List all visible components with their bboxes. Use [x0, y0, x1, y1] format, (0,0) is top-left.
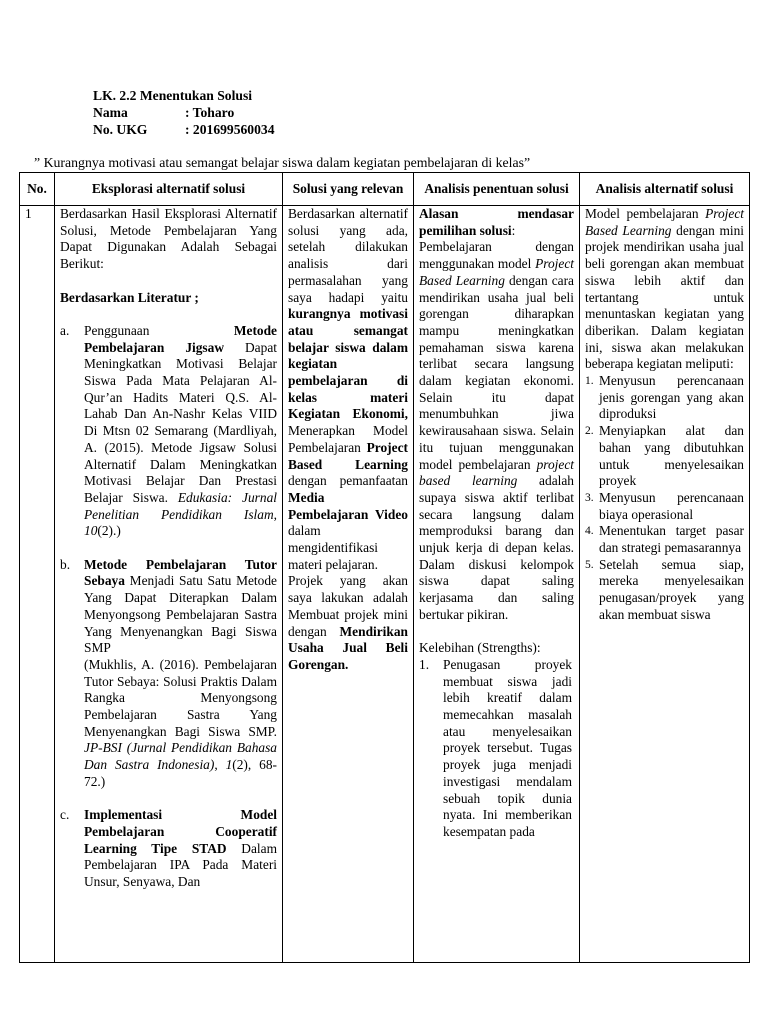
alasan-heading: Alasan mendasar pemilihan solusi	[419, 206, 574, 238]
item-b-text: Menjadi Satu Satu Metode Yang Dapat Diterapkan Dalam Menyongsong Pembelajaran Sastra Yang Menyenangkan Bagi Siswa SMP	[84, 573, 277, 656]
item-a-bold: Metode Pembelajaran Jigsaw	[84, 322, 277, 355]
ukg-value: : 201699560034	[185, 122, 275, 137]
worksheet-title: LK. 2.2 Menentukan Solusi	[93, 88, 253, 103]
header-solusi-relevan: Solusi yang relevan	[283, 173, 414, 206]
table-header-row	[20, 173, 750, 206]
solusi-relevan-cell: Berdasarkan alternatif solusi yang ada, setelah dilakukan analisis dari permasalahan yang saya hadapi yaitu kurangnya motivasi atau semangat belajar siswa dalam kegiatan pembelajaran di kelas materi Kegiatan Ekonomi, Menerapkan Model Pembelajaran Project Based Learning dengan pemanfaatan Media Pembelajaran Video dalam mengidentifikasi materi pelajaran. Projek yang akan saya lakukan adalah Membuat projek mini dengan Mendirikan Usaha Jual Beli Gorengan.	[283, 206, 414, 963]
list-item: b. Metode Pembelajaran Tutor Sebaya Menjadi Satu Satu Metode Yang Dapat Diterapkan Dalam Menyongsong Pembelajaran Sastra Yang Menyenangkan Bagi Siswa SMP (Mukhlis, A. (2016). Pembelajaran Tutor Sebaya: Solusi Praktis Dalam Rangka Menyongsong Pembelajaran Sastra Yang Menyenangkan Bagi Siswa SMP. JP-BSI (Jurnal Pendidikan Bahasa Dan Sastra Indonesia), 1(2), 68-72.)	[60, 556, 277, 789]
kelebihan-heading: Kelebihan (Strengths):	[419, 640, 541, 656]
list-item	[60, 807, 277, 891]
nama-label: Nama	[93, 105, 128, 120]
document-header	[93, 87, 275, 138]
list-item: 3. Menyusun perencanaan biaya operasional	[585, 489, 744, 522]
analisis-alternatif-cell: Model pembelajaran Project Based Learning dengan mini projek mendirikan usaha jual beli gorengan akan membuat siswa lebih aktif dan tertantang untuk menuntaskan kegiatan yang diberikan. Dalam kegiatan ini, siswa akan melakukan beberapa kegiatan meliputi: 1. Menyusun perencanaan jenis gorengan yang akan diproduksi 2. Menyiapkan alat dan bahan yang dibutuhkan untuk menyelesaikan proyek 3. Menyusun perencanaan biaya operasional 4. Menentukan target pasar dan strategi pemasarannya 5. Setelah semua siap, mereka menyelesaikan penugasan/proyek yang akan membuat siswa	[580, 206, 750, 963]
item-b-marker: b.	[60, 556, 71, 572]
list-item: 1. Penugasan proyek membuat siswa jadi lebih kreatif dalam memecahkan masalah atau menyelesaikan proyek tersebut. Tugas proyek juga menjadi investigasi mendalam sebuah topik dunia nyata. Ini memberikan kesempatan pada	[419, 656, 572, 839]
literatur-heading: Berdasarkan Literatur ;	[60, 289, 199, 305]
item-a-text: Dapat Meningkatkan Motivasi Belajar Siswa Pada Mata Pelajaran Al-Qur’an Hadits Materi Q.S. Al-Lahab Dan An-Nashr Kelas VIID Di Mtsn 02 Semarang (Mardliyah, A. (2015). Metode Jigsaw Solusi Alternatif Dalam Meningkatkan Motivasi Belajar Dan Prestasi Belajar Siswa.	[84, 339, 277, 505]
eksplorasi-cell	[55, 206, 283, 963]
list-item: 1. Menyusun perencanaan jenis gorengan yang akan diproduksi	[585, 373, 744, 422]
item-a-volume: 10	[84, 523, 98, 539]
project-name: Mendirikan Usaha Jual Beli Gorengan.	[288, 623, 408, 672]
header-eksplorasi: Eksplorasi alternatif solusi	[55, 173, 283, 206]
list-item: 5. Setelah semua siap, mereka menyelesaikan penugasan/proyek yang akan membuat siswa	[585, 556, 744, 622]
item-b-journal: JP-BSI (Jurnal Pendidikan Bahasa Dan Sastra Indonesia)	[84, 740, 277, 773]
item-b-bold: Metode Pembelajaran Tutor Sebaya	[84, 556, 277, 589]
row-number: 1	[20, 206, 55, 963]
item-c-marker: c.	[60, 807, 70, 823]
problem-statement: ” Kurangnya motivasi atau semangat belajar siswa dalam kegiatan pembelajaran di kelas”	[34, 155, 531, 170]
list-item: a. Penggunaan Metode Pembelajaran Jigsaw Dapat Meningkatkan Motivasi Belajar Siswa Pada Mata Pelajaran Al-Qur’an Hadits Materi Q.S. Al-Lahab Dan An-Nashr Kelas VIID Di Mtsn 02 Semarang (Mardliyah, A. (2015). Metode Jigsaw Solusi Alternatif Dalam Meningkatkan Motivasi Belajar Dan Prestasi Belajar Siswa. Edukasia: Jurnal Penelitian Pendidikan Islam, 10(2).)	[60, 322, 277, 539]
header-no: No.	[20, 173, 55, 206]
item-a-journal: Edukasia: Jurnal Penelitian Pendidikan Islam	[84, 489, 277, 522]
ukg-row	[93, 121, 275, 138]
analisis-penentuan-cell: Alasan mendasar pemilihan solusi: Pembelajaran dengan menggunakan model Project Based Learning dengan cara mendirikan usaha jual beli gorengan diharapkan mampu meningkatkan pemahaman siswa karena terlibat secara langsung dalam kegiatan ekonomi. Selain itu dapat menumbuhkan jiwa kewirausahaan siswa. Selain itu tujuan menggunakan model pembelajaran project based learning adalah supaya siswa aktif terlibat secara langsung dalam memproduksi barang dan unjuk kerja di depan kelas. Dalam diskusi kelompok siswa dapat saling kerjasama dan saling bertukar pikiran. Kelebihan (Strengths): 1. Penugasan proyek membuat siswa jadi lebih kreatif dalam memecahkan masalah atau menyelesaikan proyek tersebut. Tugas proyek juga menjadi investigasi mendalam sebuah topik dunia nyata. Ini memberikan kesempatan pada	[414, 206, 580, 963]
item-a-pre: Penggunaan	[84, 322, 234, 338]
table-row	[20, 206, 750, 963]
nama-value: : Toharo	[185, 105, 235, 120]
list-item: 2. Menyiapkan alat dan bahan yang dibutuhkan untuk menyelesaikan proyek	[585, 423, 744, 489]
ukg-label: No. UKG	[93, 122, 148, 137]
header-analisis-penentuan: Analisis penentuan solusi	[414, 173, 580, 206]
item-b-volume: 1	[225, 757, 233, 773]
solution-table	[19, 172, 750, 963]
list-item: 4. Menentukan target pasar dan strategi pemasarannya	[585, 523, 744, 556]
item-b-ref: (Mukhlis, A. (2016). Pembelajaran Tutor Sebaya: Solusi Praktis Dalam Rangka Menyongsong Pembelajaran Sastra Yang Menyenangkan Bagi Siswa SMP.	[84, 656, 277, 739]
header-analisis-alternatif: Analisis alternatif solusi	[580, 173, 750, 206]
eksplorasi-intro: Berdasarkan Hasil Eksplorasi Alternatif Solusi, Metode Pembelajaran Yang Dapat Digunakan Adalah Sebagai Berikut:	[60, 206, 277, 272]
item-c-bold: Implementasi Model Pembelajaran Cooperatif Learning Tipe STAD	[84, 807, 277, 856]
nama-row	[93, 104, 275, 121]
item-a-marker: a.	[60, 322, 70, 338]
kegiatan-list	[585, 373, 744, 624]
item-c-text: Dalam Pembelajaran IPA Pada Materi Unsur, Senyawa, Dan	[84, 840, 277, 890]
